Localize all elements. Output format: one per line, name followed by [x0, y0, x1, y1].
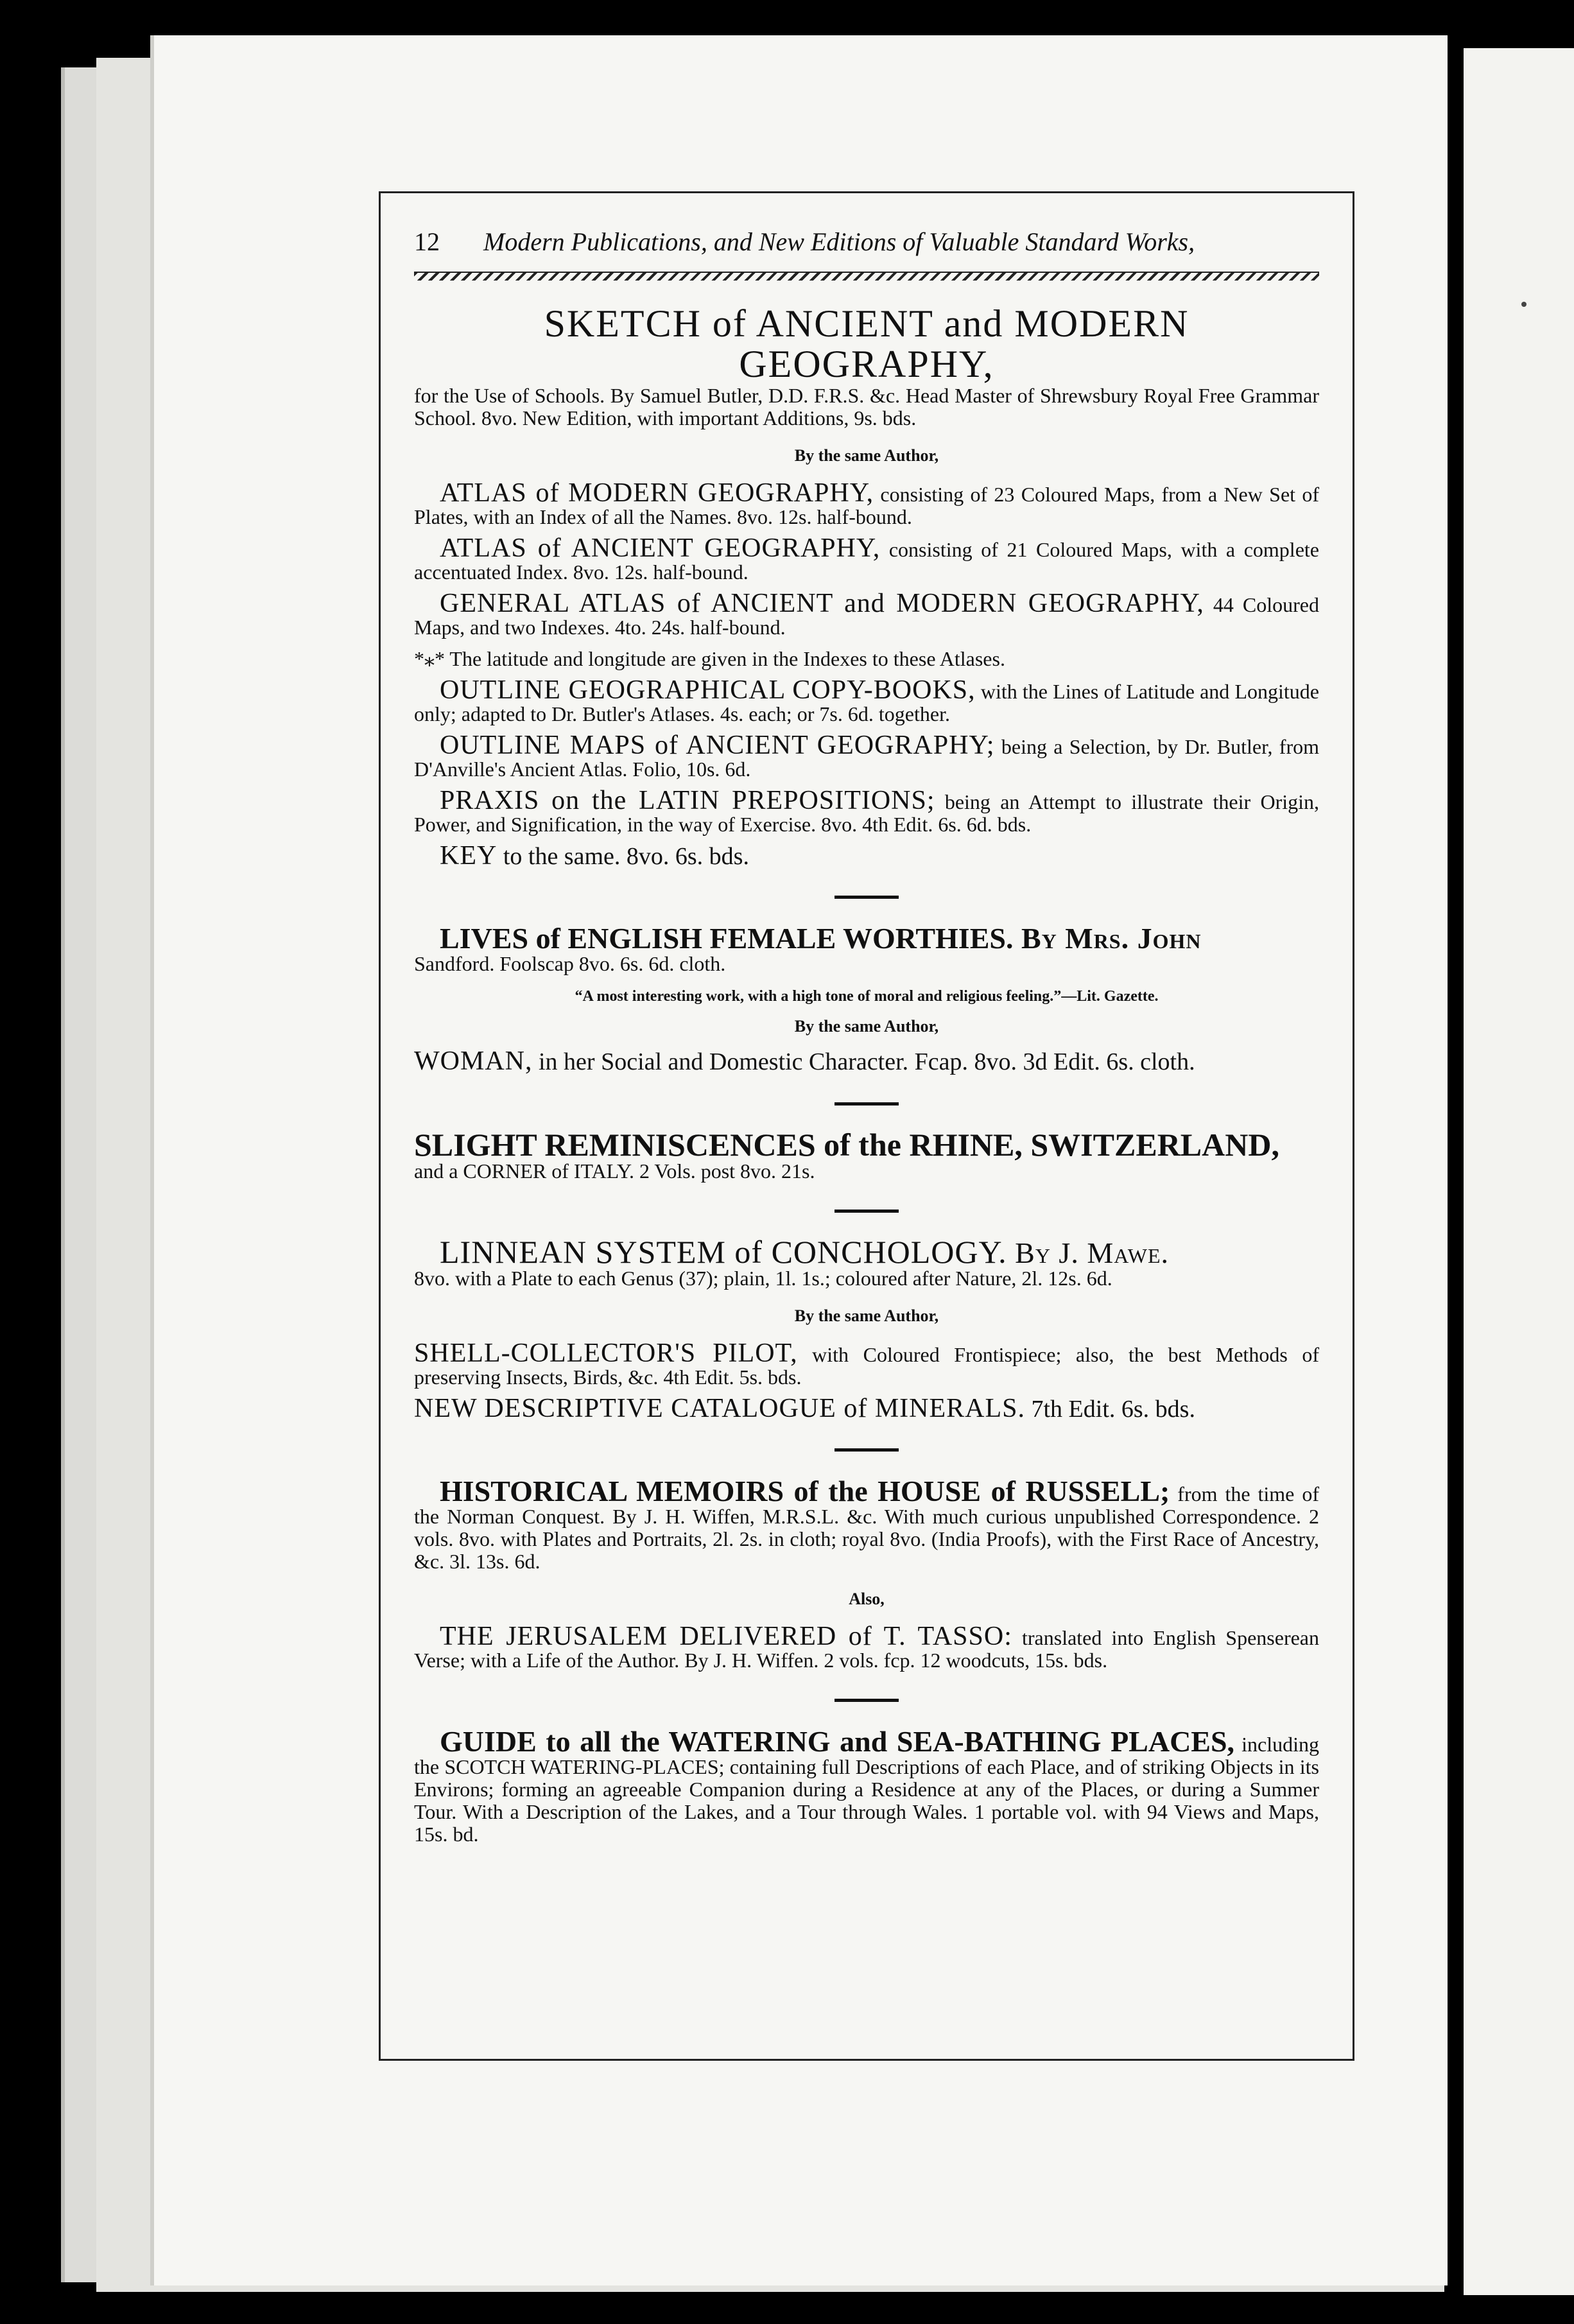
entry-body: being an Attempt to illustrate their Origin, Power, and Signification, in the way of Exercise. 8vo. 4th Edit. 6s. 6d. bds. — [414, 790, 1320, 836]
entry-head: THE JERUSALEM DELIVERED of T. TASSO: — [440, 1622, 1012, 1651]
atlas-note: *⁎* The latitude and longitude are given in the Indexes to these Atlases. — [414, 647, 1005, 670]
section-rule — [835, 1448, 899, 1452]
entry-body-linnean: 8vo. with a Plate to each Genus (37); plain, 1l. 1s.; coloured after Nature, 2l. 12s. 6d. — [414, 1267, 1112, 1290]
facing-page — [1464, 48, 1574, 2295]
section-rule — [835, 1102, 899, 1106]
advertisement-frame — [379, 191, 1354, 2061]
entry-body: with Coloured Frontispiece; also, the best Methods of preserving Insects, Birds, &c. 4th Edit. 5s. bds. — [414, 1343, 1319, 1389]
entry-head: PRAXIS on the LATIN PREPOSITIONS; — [440, 786, 935, 815]
entry-key — [414, 841, 1319, 871]
entry-head: OUTLINE GEOGRAPHICAL COPY-BOOKS, — [440, 675, 976, 705]
entry-head: HISTORICAL MEMOIRS of the HOUSE of RUSSELL; — [440, 1475, 1170, 1507]
entry-head: WOMAN, — [414, 1046, 533, 1076]
entry-text-sketch-geography: for the Use of Schools. By Samuel Butler, D.D. F.R.S. &c. Head Master of Shrewsbury Royal Free Grammar School. 8vo. New Edition, with important Additions, 9s. bds. — [414, 384, 1319, 429]
section-rule — [835, 1210, 899, 1213]
entry-head: OUTLINE MAPS of ANCIENT GEOGRAPHY; — [440, 731, 995, 760]
entry-body: being a Selection, by Dr. Butler, from D'Anville's Ancient Atlas. Folio, 10s. 6d. — [414, 735, 1319, 781]
entry-outline-maps — [414, 731, 1319, 781]
entry-author: By Mrs. John — [1013, 922, 1202, 955]
entry-atlas-modern — [414, 478, 1319, 528]
entry-body: including the SCOTCH WATERING-PLACES; containing full Descriptions of each Place, and of striking Objects in its Environs; forming an agreeable Companion during a Residence at any of the Places, or during a Summer Tour. With a Description of the Lakes, and a Tour through Wales. 1 portable vol. with 94 Views and Maps, 15s. bd. — [414, 1733, 1319, 1846]
entry-author: By J. Mawe. — [1007, 1236, 1170, 1269]
entry-body: consisting of 23 Coloured Maps, from a New Set of Plates, with an Index of all the Names. 8vo. 12s. half-bound. — [414, 483, 1319, 528]
entry-head: GUIDE to all the WATERING and SEA-BATHING PLACES, — [440, 1725, 1235, 1758]
entry-house-of-russell — [414, 1475, 1319, 1573]
entry-body: with the Lines of Latitude and Longitude only; adapted to Dr. Butler's Atlases. 4s. each; or 7s. 6d. together. — [414, 680, 1320, 725]
entry-lives-female-worthies — [414, 922, 1319, 955]
entry-head: NEW DESCRIPTIVE CATALOGUE of MINERALS. — [414, 1394, 1025, 1423]
entry-body: 7th Edit. 6s. bds. — [1025, 1396, 1195, 1423]
entry-body: consisting of 21 Coloured Maps, with a complete accentuated Index. 8vo. 12s. half-bound. — [414, 538, 1319, 584]
entry-linnean-system — [414, 1234, 1319, 1270]
section-rule — [835, 896, 899, 899]
entry-jerusalem-delivered — [414, 1622, 1320, 1672]
ornamental-rule — [414, 272, 1319, 281]
review-quote: “A most interesting work, with a high tone of moral and religious feeling.”—Lit. Gazette. — [575, 988, 1159, 1005]
entry-head: GENERAL ATLAS of ANCIENT and MODERN GEOGRAPHY, — [440, 589, 1204, 618]
entry-praxis — [414, 786, 1320, 836]
entry-atlas-ancient — [414, 533, 1319, 584]
entry-catalogue-minerals — [414, 1394, 1319, 1423]
entry-head: SHELL-COLLECTOR'S PILOT, — [414, 1339, 798, 1368]
by-same-author-3: By the same Author, — [794, 1306, 939, 1325]
facing-page-mark — [1521, 302, 1526, 307]
entry-head: SLIGHT REMINISCENCES of the RHINE, SWITZERLAND, — [414, 1127, 1279, 1163]
section-rule — [835, 1699, 899, 1702]
running-title: Modern Publications, and New Editions of Valuable Standard Works, — [483, 227, 1195, 256]
entry-head: LIVES of ENGLISH FEMALE WORTHIES. — [440, 922, 1014, 955]
entry-head: KEY — [440, 841, 497, 871]
page-number: 12 — [414, 227, 440, 256]
by-same-author-1: By the same Author, — [794, 446, 939, 465]
entry-body-lives: Sandford. Foolscap 8vo. 6s. 6d. cloth. — [414, 952, 726, 975]
entry-head: ATLAS of ANCIENT GEOGRAPHY, — [440, 533, 881, 563]
entry-body: from the time of the Norman Conquest. By J. H. Wiffen, M.R.S.L. &c. With much curious unpublished Correspondence. 2 vols. 8vo. with Plates and Portraits, 2l. 2s. in cloth; royal 8vo. (India Proofs), with the First Race of Ancestry, &c. 3l. 13s. 6d. — [414, 1482, 1319, 1573]
by-same-author-2: By the same Author, — [794, 1017, 939, 1036]
entry-general-atlas — [414, 589, 1320, 639]
running-head — [414, 227, 1319, 263]
entry-title-sketch-geography: SKETCH of ANCIENT and MODERN GEOGRAPHY, — [544, 302, 1189, 385]
entry-body: to the same. 8vo. 6s. bds. — [497, 843, 749, 870]
entry-watering-places — [414, 1725, 1319, 1846]
entry-woman — [414, 1048, 1319, 1075]
entry-body-reminiscences: and a CORNER of ITALY. 2 Vols. post 8vo. 21s. — [414, 1159, 815, 1183]
entry-body: in her Social and Domestic Character. Fcap. 8vo. 3d Edit. 6s. cloth. — [532, 1048, 1195, 1075]
entry-outline-copy-books — [414, 675, 1320, 725]
entry-head: LINNEAN SYSTEM of CONCHOLOGY. — [440, 1234, 1007, 1270]
entry-body: 44 Coloured Maps, and two Indexes. 4to. 24s. half-bound. — [414, 593, 1320, 639]
entry-slight-reminiscences — [414, 1127, 1319, 1163]
entry-body: translated into English Spenserean Verse; with a Life of the Author. By J. H. Wiffen. 2 vols. fcp. 12 woodcuts, 15s. bds. — [414, 1626, 1320, 1672]
entry-head: ATLAS of MODERN GEOGRAPHY, — [440, 478, 874, 508]
also-label: Also, — [849, 1590, 885, 1608]
entry-shell-collector — [414, 1339, 1319, 1389]
